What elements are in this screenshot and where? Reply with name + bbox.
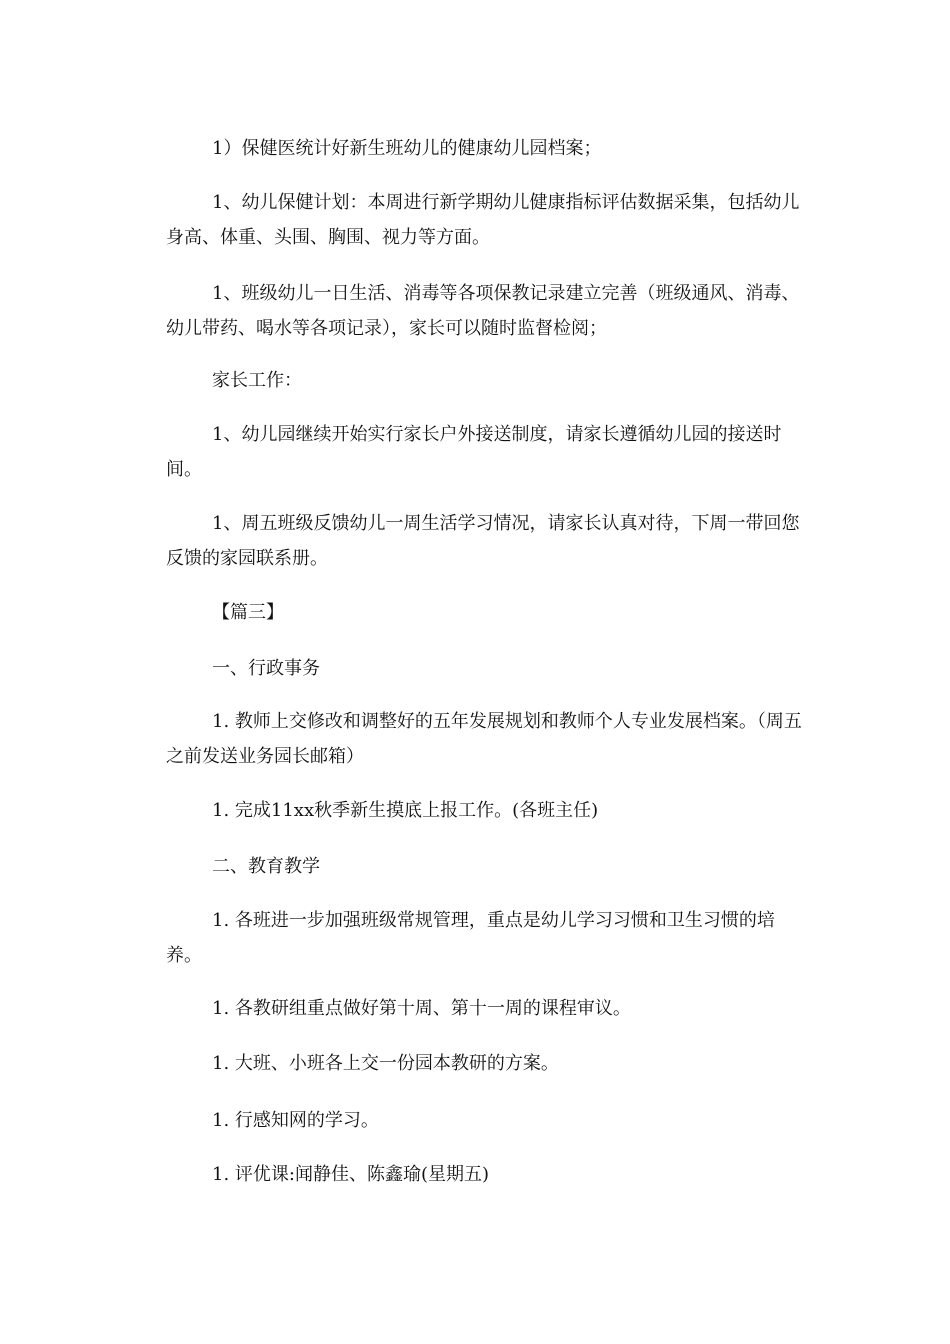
paragraph-research-plan: 1. 大班、小班各上交一份园本教研的方案。	[212, 1053, 559, 1074]
paragraph-excellent-lesson: 1. 评优课:闻静佳、陈鑫瑜(星期五)	[212, 1164, 490, 1185]
paragraph-health-plan: 1、幼儿保健计划：本周进行新学期幼儿健康指标评估数据采集，包括幼儿身高、体重、头围、胸围、视力等方面。	[166, 192, 800, 248]
section-heading-education: 二、教育教学	[212, 856, 320, 877]
paragraph-friday-feedback: 1、周五班级反馈幼儿一周生活学习情况，请家长认真对待，下周一带回您反馈的家园联系册。	[166, 513, 800, 569]
paragraph-class-management: 1. 各班进一步加强班级常规管理，重点是幼儿学习习惯和卫生习惯的培养。	[166, 910, 775, 966]
paragraph-pickup-system: 1、幼儿园继续开始实行家长户外接送制度，请家长遵循幼儿园的接送时间。	[166, 424, 782, 480]
section-heading-administration: 一、行政事务	[212, 658, 320, 679]
paragraph-daily-records: 1、班级幼儿一日生活、消毒等各项保教记录建立完善（班级通风、消毒、幼儿带药、喝水等各项记录），家长可以随时监督检阅；	[166, 283, 800, 339]
section-heading-parent-work: 家长工作：	[212, 370, 302, 391]
section-heading-part-three: 【篇三】	[212, 602, 284, 623]
paragraph-new-students: 1. 完成11xx秋季新生摸底上报工作。(各班主任)	[212, 800, 599, 821]
paragraph-health-archive: 1）保健医统计好新生班幼儿的健康幼儿园档案；	[212, 138, 602, 159]
paragraph-curriculum-review: 1. 各教研组重点做好第十周、第十一周的课程审议。	[212, 998, 631, 1019]
paragraph-online-learning: 1. 行感知网的学习。	[212, 1110, 379, 1131]
paragraph-development-plan: 1. 教师上交修改和调整好的五年发展规划和教师个人专业发展档案。（周五之前发送业务园长邮箱）	[166, 711, 802, 767]
